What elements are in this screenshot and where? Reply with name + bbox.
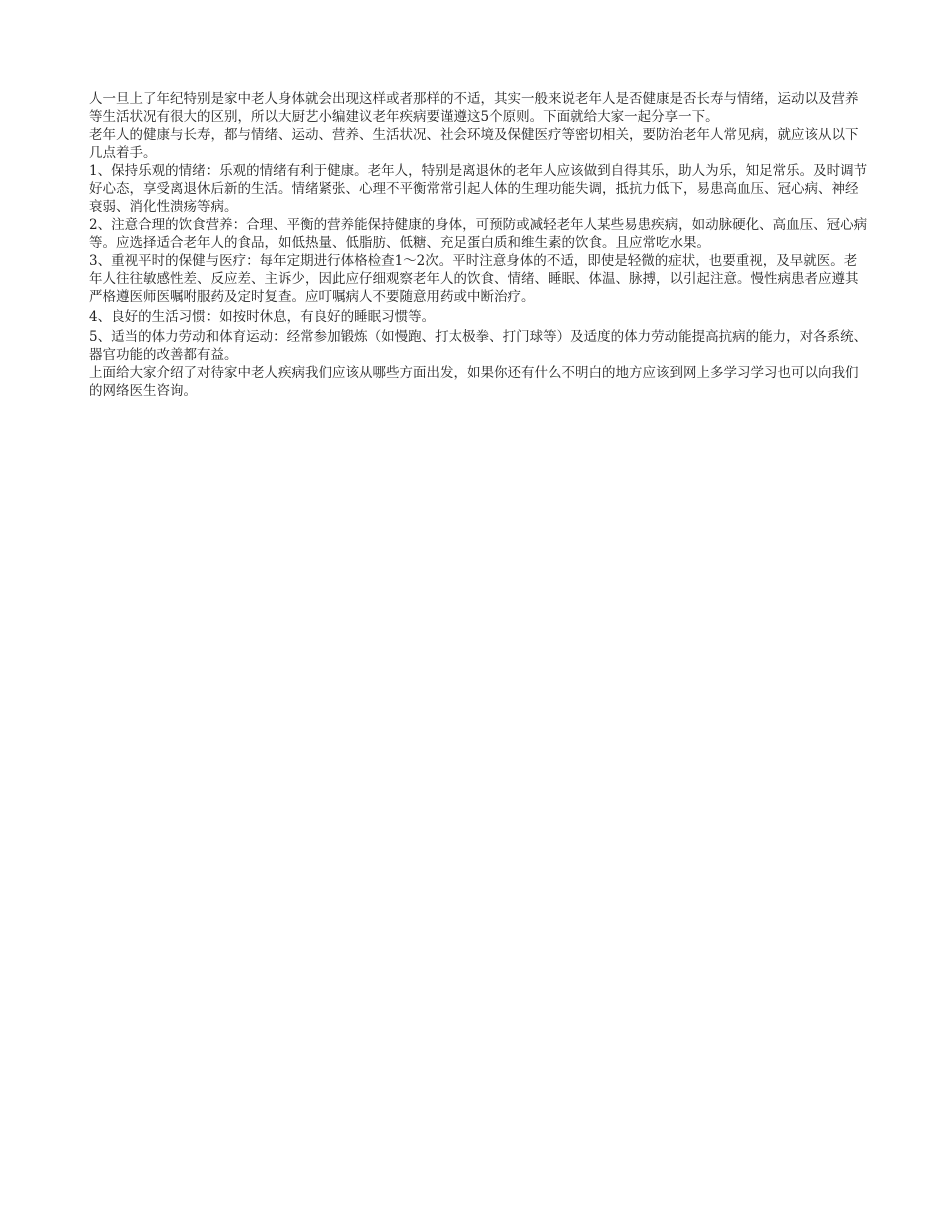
closing-paragraph: 上面给大家介绍了对待家中老人疾病我们应该从哪些方面出发，如果你还有什么不明白的地方应该到网上多学习学习也可以向我们的网络医生咨询。 bbox=[89, 365, 859, 399]
intro-paragraph: 人一旦上了年纪特别是家中老人身体就会出现这样或者那样的不适，其实一般来说老年人是否健康是否长寿与情绪，运动以及营养等生活状况有很大的区别，所以大厨艺小编建议老年疾病要谨遵这5个原则。下面就给大家一起分享一下。 bbox=[89, 91, 859, 125]
overview-paragraph: 老年人的健康与长寿，都与情绪、运动、营养、生活状况、社会环境及保健医疗等密切相关，要防治老年人常见病，就应该从以下几点着手。 bbox=[89, 127, 859, 161]
principle-2-paragraph: 2、注意合理的饮食营养：合理、平衡的营养能保持健康的身体，可预防或减轻老年人某些易患疾病，如动脉硬化、高血压、冠心病等。应选择适合老年人的食品，如低热量、低脂肪、低糖、充足蛋白质和维生素的饮食。且应常吃水果。 bbox=[89, 217, 868, 251]
principle-4-paragraph: 4、良好的生活习惯：如按时休息，有良好的睡眠习惯等。 bbox=[89, 309, 436, 325]
principle-5-paragraph: 5、适当的体力劳动和体育运动：经常参加锻炼（如慢跑、打太极拳、打门球等）及适度的体力劳动能提高抗病的能力，对各系统、器官功能的改善都有益。 bbox=[89, 329, 868, 363]
document-body bbox=[89, 90, 869, 400]
principle-1-paragraph: 1、保持乐观的情绪：乐观的情绪有利于健康。老年人，特别是离退休的老年人应该做到自得其乐，助人为乐，知足常乐。及时调节好心态，享受离退休后新的生活。情绪紧张、心理不平衡常常引起人体的生理功能失调，抵抗力低下，易患高血压、冠心病、神经衰弱、消化性溃疡等病。 bbox=[89, 163, 868, 215]
principle-3-paragraph: 3、重视平时的保健与医疗：每年定期进行体格检查1～2次。平时注意身体的不适，即使是轻微的症状，也要重视，及早就医。老年人往往敏感性差、反应差、主诉少，因此应仔细观察老年人的饮食、情绪、睡眠、体温、脉搏，以引起注意。慢性病患者应遵其严格遵医师医嘱咐服药及定时复查。应叮嘱病人不要随意用药或中断治疗。 bbox=[89, 253, 859, 305]
